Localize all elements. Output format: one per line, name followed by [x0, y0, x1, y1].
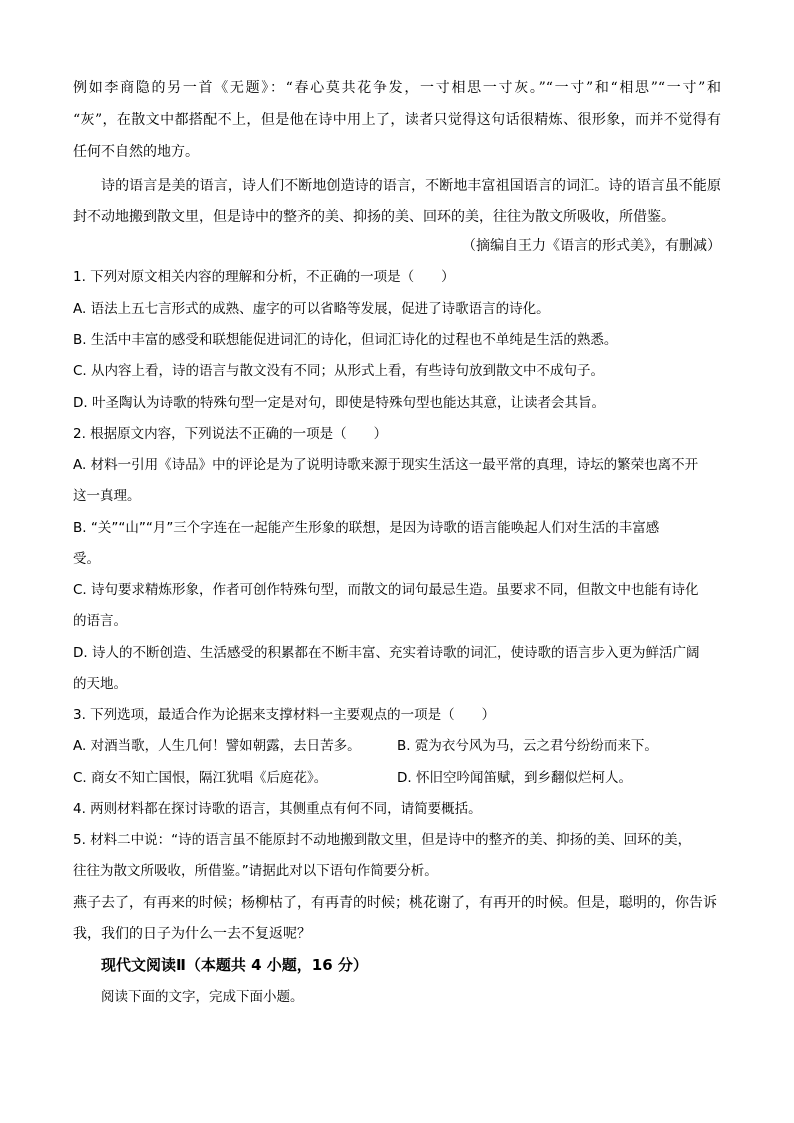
- section-heading: 现代文阅读Ⅱ（本题共 4 小题，16 分）: [101, 956, 368, 974]
- passage-line: 封不动地搬到散文里，但是诗中的整齐的美、抑扬的美、回环的美，往往为散文所吸收，所借鉴。: [73, 209, 675, 225]
- question-5-quote: 燕子去了，有再来的时候；杨柳枯了，有再青的时候；桃花谢了，有再开的时候。但是，聪明的，你告诉: [73, 895, 717, 911]
- question-5-stem: 5. 材料二中说：“诗的语言虽不能原封不动地搬到散文里，但是诗中的整齐的美、抑扬的美、回环的美，: [73, 832, 692, 848]
- passage-source: （摘编自王力《语言的形式美》，有删减）: [462, 238, 721, 254]
- question-2-option-d: D. 诗人的不断创造、生活感受的积累都在不断丰富、充实着诗歌的词汇，使诗歌的语言步入更为鲜活广阔: [73, 645, 700, 661]
- question-2-option-c-cont: 的语言。: [73, 613, 127, 629]
- question-3-stem: 3. 下列选项，最适合作为论据来支撑材料一主要观点的一项是（ ）: [73, 707, 496, 723]
- question-3-option-a: A. 对酒当歌，人生几何！譬如朝露，去日苦多。: [73, 738, 361, 754]
- question-5-stem-cont: 往往为散文所吸收，所借鉴。”请据此对以下语句作简要分析。: [73, 863, 438, 879]
- question-1-option-a: A. 语法上五七言形式的成熟、虚字的可以省略等发展，促进了诗歌语言的诗化。: [73, 301, 550, 317]
- question-1-option-c: C. 从内容上看，诗的语言与散文没有不同；从形式上看，有些诗句放到散文中不成句子。: [73, 363, 605, 379]
- question-2-option-b: B. “关”“山”“月”三个字连在一起能产生形象的联想，是因为诗歌的语言能唤起人们对生活的丰富感: [73, 520, 660, 536]
- passage-line: 诗的语言是美的语言，诗人们不断地创造诗的语言，不断地丰富祖国语言的词汇。诗的语言虽不能原: [101, 178, 721, 194]
- question-2-option-a-cont: 这一真理。: [73, 488, 141, 504]
- question-2-option-c: C. 诗句要求精炼形象，作者可创作特殊句型，而散文的词句最忌生造。虽要求不同，但散文中也能有诗化: [73, 582, 699, 598]
- question-1-stem: 1. 下列对原文相关内容的理解和分析，不正确的一项是（ ）: [73, 269, 455, 285]
- passage-line: 任何不自然的地方。: [73, 144, 199, 160]
- question-2-option-a: A. 材料一引用《诗品》中的评论是为了说明诗歌来源于现实生活这一最平常的真理，诗坛的繁荣也离不开: [73, 457, 699, 473]
- question-5-quote-cont: 我，我们的日子为什么一去不复返呢？: [73, 926, 311, 942]
- question-4-stem: 4. 两则材料都在探讨诗歌的语言，其侧重点有何不同，请简要概括。: [73, 801, 482, 817]
- passage-line: “灰”，在散文中都搭配不上，但是他在诗中用上了，读者只觉得这句话很精炼、很形象，而并不觉得有: [73, 112, 721, 128]
- question-3-option-c: C. 商女不知亡国恨，隔江犹唱《后庭花》。: [73, 770, 328, 786]
- question-2-option-d-cont: 的天地。: [73, 676, 127, 692]
- section-instruction: 阅读下面的文字，完成下面小题。: [101, 989, 304, 1005]
- question-3-option-d: D. 怀旧空吟闻笛赋，到乡翻似烂柯人。: [397, 770, 632, 786]
- question-1-option-d: D. 叶圣陶认为诗歌的特殊句型一定是对句，即使是特殊句型也能达其意，让读者会其旨。: [73, 395, 605, 411]
- passage-line: 例如李商隐的另一首《无题》：“春心莫共花争发，一寸相思一寸灰。”“一寸”和“相思”“一寸”和: [73, 80, 721, 96]
- question-2-stem: 2. 根据原文内容，下列说法不正确的一项是（ ）: [73, 426, 388, 442]
- question-3-option-b: B. 霓为衣兮风为马，云之君兮纷纷而来下。: [397, 738, 658, 754]
- question-1-option-b: B. 生活中丰富的感受和联想能促进词汇的诗化，但词汇诗化的过程也不单纯是生活的熟悉。: [73, 332, 618, 348]
- question-2-option-b-cont: 受。: [73, 551, 100, 567]
